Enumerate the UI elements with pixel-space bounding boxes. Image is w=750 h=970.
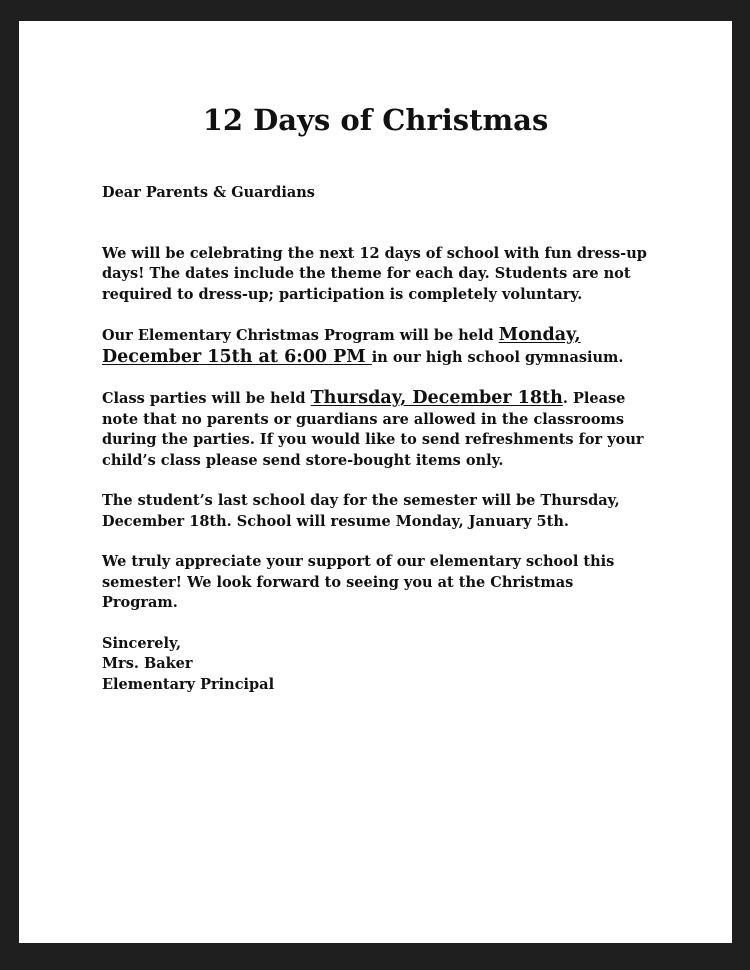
document-page	[19, 21, 732, 943]
parties-text-after: . Please note that no parents or guardians are allowed in the classrooms during the parties. If you would like to send refreshments for your child’s class please send store-bought items only.	[102, 390, 644, 469]
signer-role: Elementary Principal	[102, 675, 275, 693]
paragraph-class-parties	[102, 388, 652, 471]
paragraph-christmas-program	[102, 325, 652, 368]
program-text-after: in our high school gymnasium.	[371, 348, 624, 366]
letter-body	[102, 183, 652, 695]
parties-text-before: Class parties will be held	[102, 390, 311, 407]
closing-block	[102, 634, 652, 696]
sign-off: Sincerely,	[102, 634, 182, 652]
signer-name: Mrs. Baker	[102, 655, 193, 672]
paragraph-dress-up-days: We will be celebrating the next 12 days of school with fun dress-up days! The dates include the theme for each day. Students are not required to dress-up; participation is completely voluntary.	[102, 244, 647, 303]
salutation: Dear Parents & Guardians	[102, 184, 315, 201]
program-text-before: Our Elementary Christmas Program will be held	[102, 327, 499, 344]
parties-date-highlight: Thursday, December 18th	[310, 388, 563, 408]
paragraph-last-school-day: The student’s last school day for the semester will be Thursday, December 18th. School will resume Monday, January 5th.	[102, 492, 620, 530]
document-title: 12 Days of Christmas	[202, 103, 549, 137]
program-date-highlight: Monday, December 15th at 6:00 PM	[102, 325, 581, 367]
paragraph-appreciation: We truly appreciate your support of our elementary school this semester! We look forward to seeing you at the Christmas Program.	[102, 553, 615, 611]
